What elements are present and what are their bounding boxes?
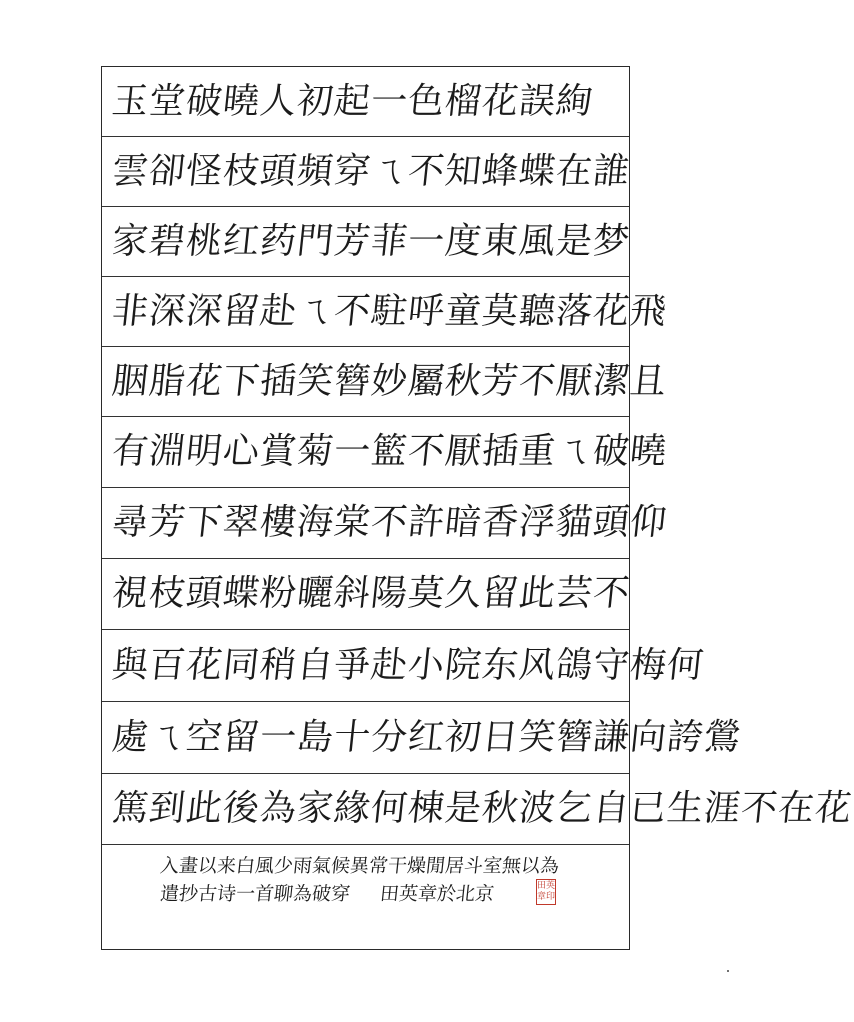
text-row	[102, 67, 629, 137]
text-row	[102, 774, 854, 845]
calligraphy-line: 非深深留赴ㄟ不駐呼童莫聽落花飛	[109, 290, 670, 332]
colophon-line: 遣抄古诗一首聊為破穿	[158, 883, 352, 905]
calligraphy-line: 與百花同稍自爭赴小院东风鴿守梅何	[109, 644, 707, 686]
colophon	[102, 845, 629, 949]
text-row	[102, 207, 633, 277]
text-row	[102, 137, 633, 207]
red-seal-stamp	[536, 879, 556, 905]
signature: 田英章於北京	[378, 883, 496, 905]
calligraphy-line: 尋芳下翠樓海棠不許暗香浮貓頭仰	[109, 502, 670, 543]
paper-speck	[727, 970, 729, 972]
calligraphy-line: 玉堂破曉人初起一色榴花誤絢	[109, 80, 596, 122]
calligraphy-line: 處ㄟ空留一島十分红初日笑簪謙向誇鶯	[109, 716, 744, 758]
calligraphy-line: 雲卻怪枝頭頻穿ㄟ不知蜂蝶在誰	[109, 150, 633, 192]
text-row	[102, 702, 744, 774]
calligraphy-line: 篤到此後為家緣何棟是秋波乞自已生涯不在花	[109, 788, 854, 829]
text-row	[102, 277, 670, 347]
colophon-line: 入畫以来白風少雨氣候異常干燥閒居斗室無以為	[158, 855, 561, 877]
calligraphy-line: 胭脂花下插笑簪妙屬秋芳不厭潔且	[109, 360, 670, 402]
calligraphy-line: 視枝頭蝶粉曬斜陽莫久留此芸不	[109, 573, 633, 614]
text-row	[102, 347, 670, 417]
text-row	[102, 630, 707, 702]
calligraphy-line: 有淵明心賞菊一籃不厭插重ㄟ破曉	[109, 431, 670, 472]
calligraphy-line: 家碧桃红药門芳菲一度東風是梦	[109, 220, 633, 262]
text-row	[102, 417, 670, 488]
seal-text: 田英章印	[537, 881, 556, 902]
text-row	[102, 559, 633, 630]
calligraphy-sheet	[101, 66, 854, 950]
text-row	[102, 488, 670, 559]
